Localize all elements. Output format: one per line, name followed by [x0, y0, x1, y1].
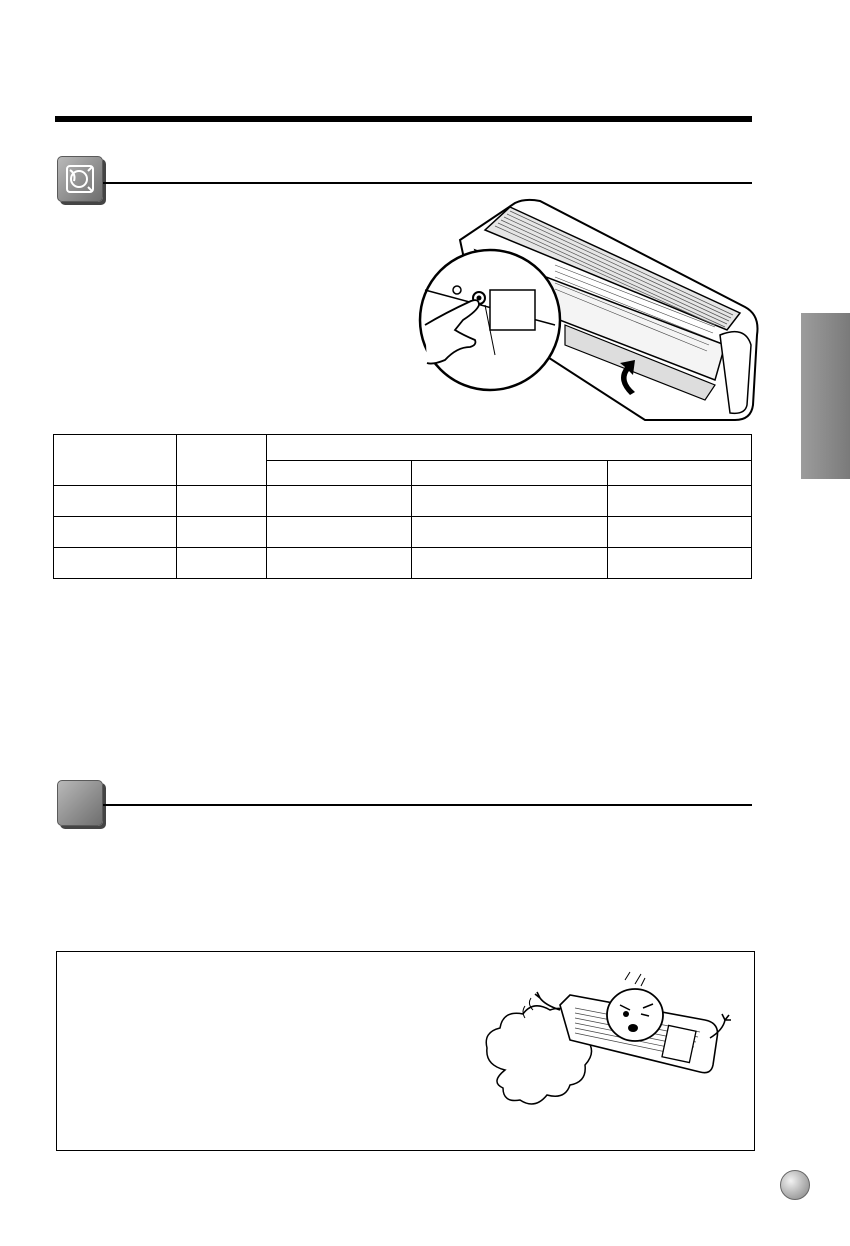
page-number	[780, 1176, 808, 1192]
cartoon-air-conditioner-illustration	[475, 970, 750, 1130]
air-conditioner-reset-illustration	[415, 195, 765, 425]
section2-title	[115, 782, 715, 800]
section2-rule	[103, 804, 752, 806]
table-row	[54, 486, 752, 517]
table-header-cell	[54, 435, 177, 486]
table-header-cell	[266, 461, 412, 486]
chapter-tab	[801, 313, 850, 479]
table-row	[54, 517, 752, 548]
table-header-cell	[266, 435, 751, 461]
table-header-cell	[176, 435, 266, 486]
blank-section-icon	[57, 780, 103, 826]
clean-filter-icon	[57, 156, 103, 202]
header-rule	[55, 116, 752, 122]
table-row	[54, 548, 752, 579]
specification-table	[53, 434, 752, 579]
table-header-cell	[412, 461, 608, 486]
section1-title	[115, 160, 715, 178]
page-title	[55, 90, 752, 110]
table-header-cell	[608, 461, 752, 486]
section1-rule	[103, 182, 752, 184]
